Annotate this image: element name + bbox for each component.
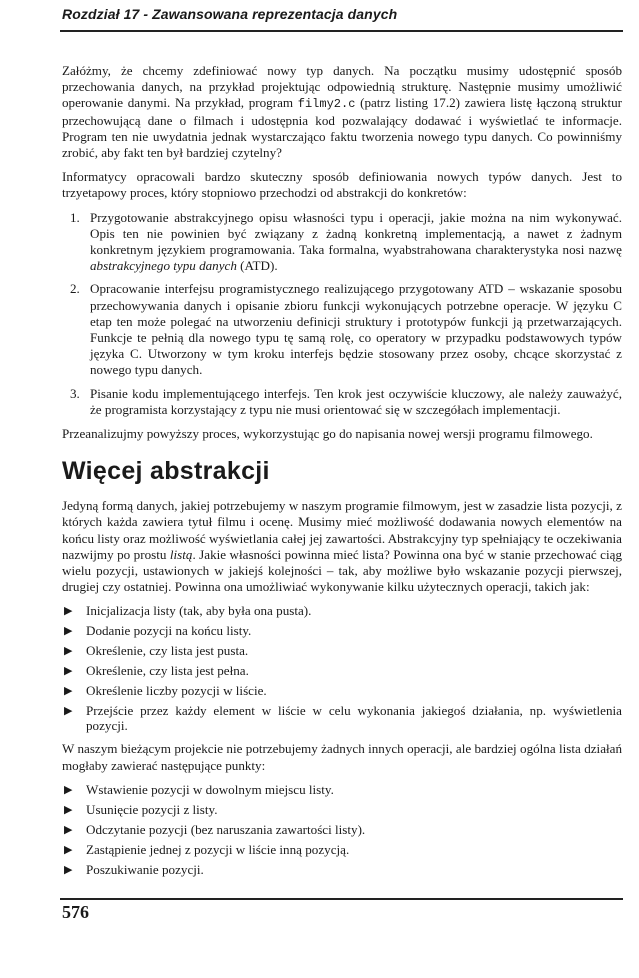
intro-paragraph-2: Informatycy opracowali bardzo skuteczny sposób definiowania nowych typów danych. Jest to trzyetapowy proces, który stopniowo przechodzi od abstrakcji do konkretów: [62,169,622,201]
list-item: ▶ Wstawienie pozycji w dowolnym miejscu listy. [64,781,334,797]
bullet-arrow-icon: ▶ [64,803,73,816]
bullet-arrow-icon: ▶ [64,823,73,836]
bullet-arrow-icon: ▶ [64,645,73,658]
bullet-arrow-icon: ▶ [64,605,73,618]
header-rule [60,30,623,32]
list-item: ▶ Przejście przez każdy element w liście w celu wykonania jakiegoś działania, np. wyświetlenia pozycji. [64,703,622,734]
bullet-arrow-icon: ▶ [64,843,73,856]
list-item: ▶ Określenie, czy lista jest pełna. [64,663,249,679]
list-item: ▶ Zastąpienie jednej z pozycji w liście inną pozycją. [64,841,350,857]
bullet-arrow-icon: ▶ [64,783,73,796]
bullet-arrow-icon: ▶ [64,863,73,876]
page-number: 576 [62,902,89,922]
steps-list [62,210,622,418]
footer-rule [60,898,623,900]
running-header: Rozdział 17 - Zawansowana reprezentacja danych [62,6,398,22]
bullet-arrow-icon: ▶ [64,625,73,638]
step-term: abstrakcyjnego typu danych [90,258,237,274]
step-item: 3. Pisanie kodu implementującego interfejs. Ten krok jest oczywiście kluczowy, ale należy zauważyć, że programista korzystający z typu nie musi orientować się w szczegółach implementacji. [70,385,622,417]
list-item: ▶ Usunięcie pozycji z listy. [64,801,218,817]
term-list: listą [169,546,193,562]
bullet-arrow-icon: ▶ [64,705,73,718]
operations-list [62,603,622,733]
bullet-arrow-icon: ▶ [64,665,73,678]
intro-paragraph-1: Załóżmy, że chcemy zdefiniować nowy typ danych. Na początku musimy udostępnić sposób przechowania danych, na przykład projektując odpowiednią strukturę. Następnie musimy umożliwić operowanie danymi. Na przykład, program filmy2.c (patrz listing 17.2) zawiera listę łączoną struktur przechowującą dane o filmach i udostępnia kod pozwalający dodawać i wyświetlać te informacje. Program ten nie uwydatnia jednak wystarczająco faktu tworzenia nowego typu danych. Co powinniśmy zrobić, aby fakt ten był bardziej czytelny? [62,63,622,161]
step-item: 1. Przygotowanie abstrakcyjnego opisu własności typu i operacji, jakie można na nim wykonywać. Opis ten nie powinien być związany z żadną konkretną implementacją, a nawet z żadnym konkretnym językiem programowania. Taka formalna, wyabstrahowana charakterystyka nosi nazwę abstrakcyjnego typu danych (ATD). [70,209,622,274]
section-heading: Więcej abstrakcji [62,457,270,486]
section-paragraph-2: W naszym bieżącym projekcie nie potrzebujemy żadnych innych operacji, ale bardziej ogólna lista działań mogłaby zawierać następujące punkty: [62,741,622,773]
list-item: ▶ Dodanie pozycji na końcu listy. [64,623,252,639]
list-item: ▶ Odczytanie pozycji (bez naruszania zawartości listy). [64,821,366,837]
step-item: 2. Opracowanie interfejsu programistycznego realizującego przygotowany ATD – wskazanie sposobu przechowywania danych i opisanie zbioru funkcji wykonujących potrzebne operacje. W języku C etap ten może polegać na utworzeniu definicji struktury i prototypów funkcji ją przetwarzających. Funkcje te pełnią dla nowego typu tę samą rolę, co operatory w przypadku podstawowych typów języka C. Utworzony w tym kroku interfejs będzie stosowany przez osoby, chcące skorzystać z nowego typu danych. [70,281,622,378]
list-item: ▶ Określenie liczby pozycji w liście. [64,683,267,699]
page-body [62,63,622,885]
step-number: 2. [70,281,80,297]
step-number: 3. [70,385,80,401]
list-item: ▶ Określenie, czy lista jest pusta. [64,643,249,659]
more-operations-list [62,782,622,877]
section-paragraph-1: Jedyną formą danych, jakiej potrzebujemy w naszym programie filmowym, jest w zasadzie lista pozycji, z których każda zawiera tytuł filmu i ocenę. Musimy mieć możliwość dodawania nowych elementów na końcu listy oraz możliwość wyświetlania całej jej zawartości. Abstrakcyjny typ spełniający te oczekiwania nazwijmy po prostu listą. Jakie własności powinna mieć lista? Powinna ona być w stanie przechować ciąg wielu pozycji, ustawionych w jakiejś kolejności – tak, aby możliwe było wskazanie pozycji pierwszej, drugiej czy ostatniej. Powinna ona umożliwiać wykonywanie kilku użytecznych operacji, takich jak: [62,498,622,595]
analysis-paragraph: Przeanalizujmy powyższy proces, wykorzystując go do napisania nowej wersji programu filmowego. [62,426,593,442]
list-item: ▶ Inicjalizacja listy (tak, aby była ona pusta). [64,603,312,619]
bullet-arrow-icon: ▶ [64,685,73,698]
list-item: ▶ Poszukiwanie pozycji. [64,861,204,877]
step-number: 1. [70,209,80,225]
code-filename: filmy2.c [297,97,356,112]
